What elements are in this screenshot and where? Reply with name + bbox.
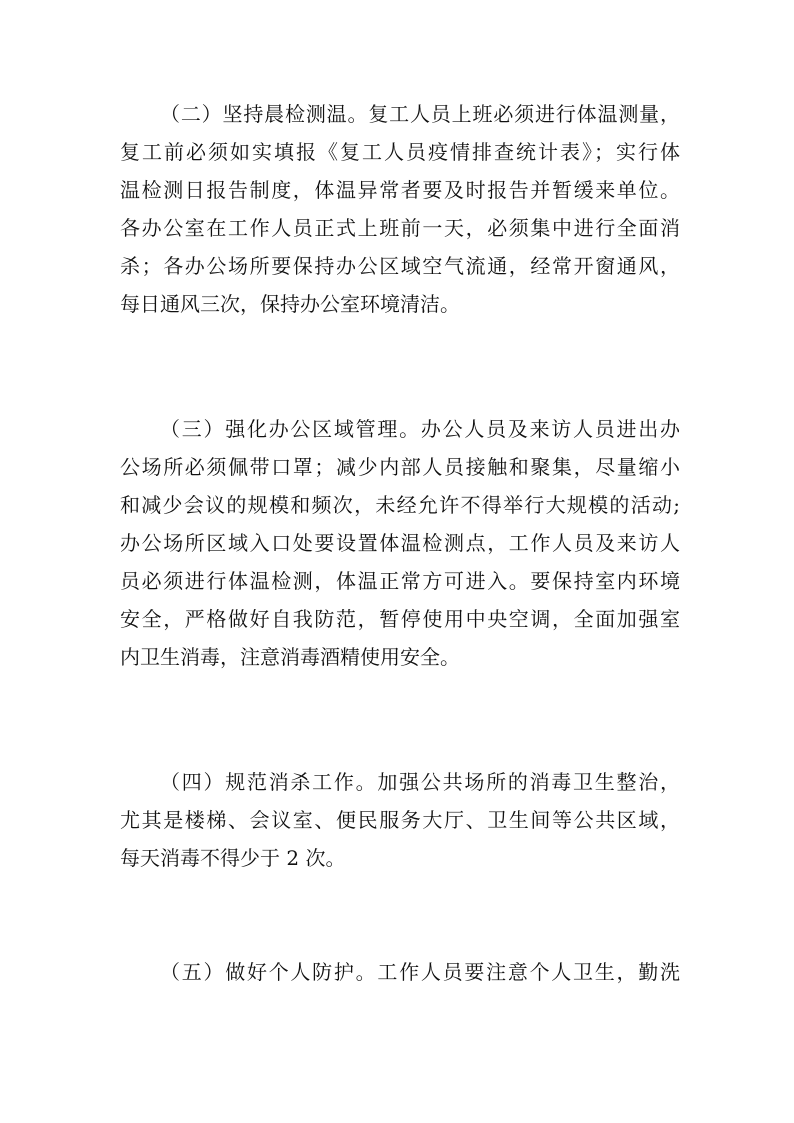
paragraph-line: 办公场所区域入口处要设置体温检测点，工作人员及来访人 xyxy=(120,531,680,555)
paragraph-line: 安全，严格做好自我防范，暂停使用中央空调，全面加强室 xyxy=(120,607,680,631)
paragraph-line: 温检测日报告制度，体温异常者要及时报告并暂缓来单位。 xyxy=(120,178,680,202)
paragraph-line: 复工前必须如实填报《复工人员疫情排查统计表》；实行体 xyxy=(120,140,680,164)
paragraph-line: 每天消毒不得少于 2 次。 xyxy=(120,846,346,870)
paragraph-line: 和减少会议的规模和频次，未经允许不得举行大规模的活动; xyxy=(120,493,680,517)
paragraph-personal-protection xyxy=(120,953,680,991)
paragraph-line: （五）做好个人防护。工作人员要注意个人卫生，勤洗 xyxy=(160,960,680,984)
paragraph-disinfection-work xyxy=(120,763,680,877)
paragraph-line: 内卫生消毒，注意消毒酒精使用安全。 xyxy=(120,645,460,669)
paragraph-line: 各办公室在工作人员正式上班前一天，必须集中进行全面消 xyxy=(120,216,680,240)
paragraph-line: （二）坚持晨检测温。复工人员上班必须进行体温测量， xyxy=(160,102,680,126)
paragraph-line: 员必须进行体温检测，体温正常方可进入。要保持室内环境 xyxy=(120,569,680,593)
paragraph-office-area-management xyxy=(120,410,680,676)
paragraph-line: （四）规范消杀工作。加强公共场所的消毒卫生整治， xyxy=(160,770,680,794)
paragraph-line: 尤其是楼梯、会议室、便民服务大厅、卫生间等公共区域， xyxy=(120,808,680,832)
paragraph-morning-temperature-check xyxy=(120,95,680,323)
paragraph-line: （三）强化办公区域管理。办公人员及来访人员进出办 xyxy=(160,417,680,441)
paragraph-line: 每日通风三次，保持办公室环境清洁。 xyxy=(120,292,460,316)
paragraph-line: 杀；各办公场所要保持办公区域空气流通，经常开窗通风， xyxy=(120,254,680,278)
paragraph-line: 公场所必须佩带口罩；减少内部人员接触和聚集，尽量缩小 xyxy=(120,455,680,479)
